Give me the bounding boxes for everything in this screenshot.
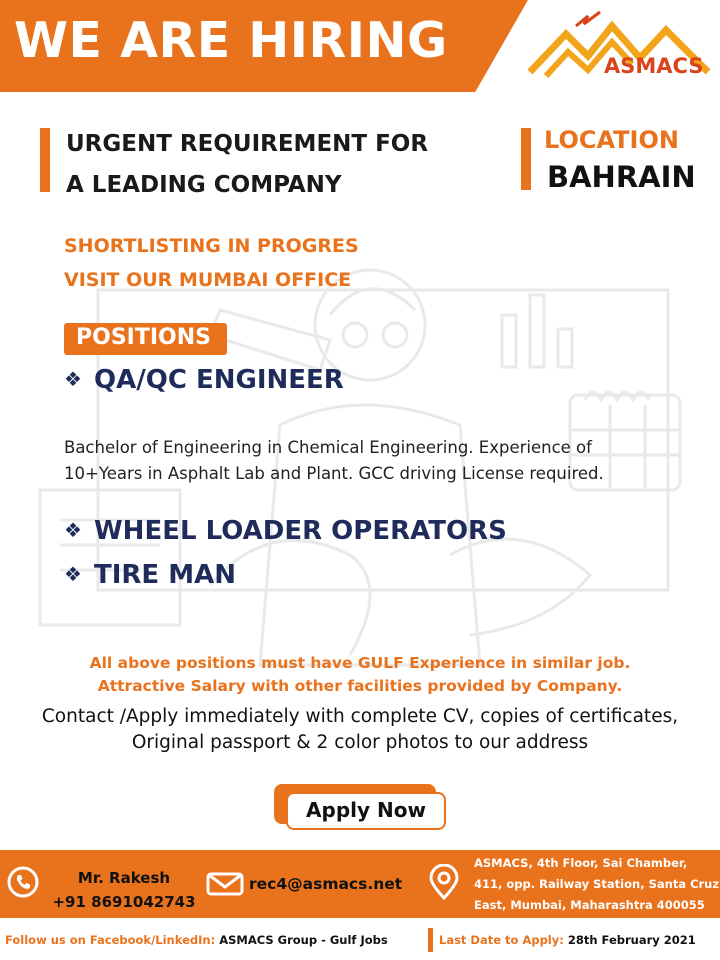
apply-instructions-line-1: Contact /Apply immediately with complete CV, copies of certificates,: [41, 706, 679, 727]
location-value: BAHRAIN: [547, 160, 696, 194]
social-follow: [5, 933, 388, 947]
description-line-1: Bachelor of Engineering in Chemical Engineering. Experience of: [64, 438, 592, 457]
location-accent-bar: [521, 128, 531, 190]
bottom-strip: [0, 922, 720, 958]
requirement-line-2: A LEADING COMPANY: [66, 172, 342, 198]
position-title: TIRE MAN: [94, 560, 236, 590]
diamond-bullet-icon: ❖: [64, 520, 82, 542]
phone-icon: [6, 865, 40, 899]
deadline-label: Last Date to Apply:: [439, 933, 564, 947]
contact-email[interactable]: rec4@asmacs.net: [249, 875, 403, 893]
position-description: [64, 435, 624, 487]
positions-label: POSITIONS: [64, 323, 227, 355]
salary-note: Attractive Salary with other facilities provided by Company.: [97, 677, 623, 695]
contact-phone[interactable]: +91 8691042743: [52, 893, 196, 911]
footer-contact: [44, 866, 204, 914]
follow-label: Follow us on Facebook/LinkedIn:: [5, 933, 216, 947]
shortlisting-line-1: SHORTLISTING IN PROGRES: [64, 235, 359, 257]
envelope-icon: [206, 872, 244, 896]
position-title: QA/QC ENGINEER: [94, 365, 344, 395]
position-item: [64, 365, 344, 395]
gulf-experience-note: All above positions must have GULF Experience in similar job.: [89, 654, 631, 672]
page-title: WE ARE HIRING: [14, 12, 448, 69]
address-line-1: ASMACS, 4th Floor, Sai Chamber,: [474, 856, 688, 870]
strip-divider: [428, 928, 433, 952]
shortlisting-note: [64, 229, 359, 297]
deadline: [439, 933, 696, 947]
requirement-line-1: URGENT REQUIREMENT FOR: [66, 131, 429, 157]
address-line-3: East, Mumbai, Maharashtra 400055: [474, 898, 705, 912]
diamond-bullet-icon: ❖: [64, 369, 82, 391]
position-item: [64, 516, 507, 546]
requirement-heading: [66, 124, 476, 206]
office-address: [474, 853, 720, 916]
map-pin-icon: [428, 864, 460, 900]
description-line-2: 10+Years in Asphalt Lab and Plant. GCC driving License required.: [64, 464, 604, 483]
shortlisting-line-2: VISIT OUR MUMBAI OFFICE: [64, 269, 352, 291]
contact-name: Mr. Rakesh: [77, 869, 171, 887]
position-title: WHEEL LOADER OPERATORS: [94, 516, 507, 546]
address-line-2: 411, opp. Railway Station, Santa Cruz: [474, 877, 720, 891]
location-label: LOCATION: [544, 126, 679, 154]
follow-value[interactable]: ASMACS Group - Gulf Jobs: [219, 933, 388, 947]
deadline-value: 28th February 2021: [567, 933, 696, 947]
apply-instructions: [0, 704, 720, 756]
logo-text: ASMACS: [604, 54, 704, 78]
apply-instructions-line-2: Original passport & 2 color photos to our address: [131, 732, 589, 753]
position-item: [64, 560, 236, 590]
apply-now-button[interactable]: Apply Now: [286, 792, 446, 830]
requirement-accent-bar: [40, 128, 50, 192]
diamond-bullet-icon: ❖: [64, 564, 82, 586]
